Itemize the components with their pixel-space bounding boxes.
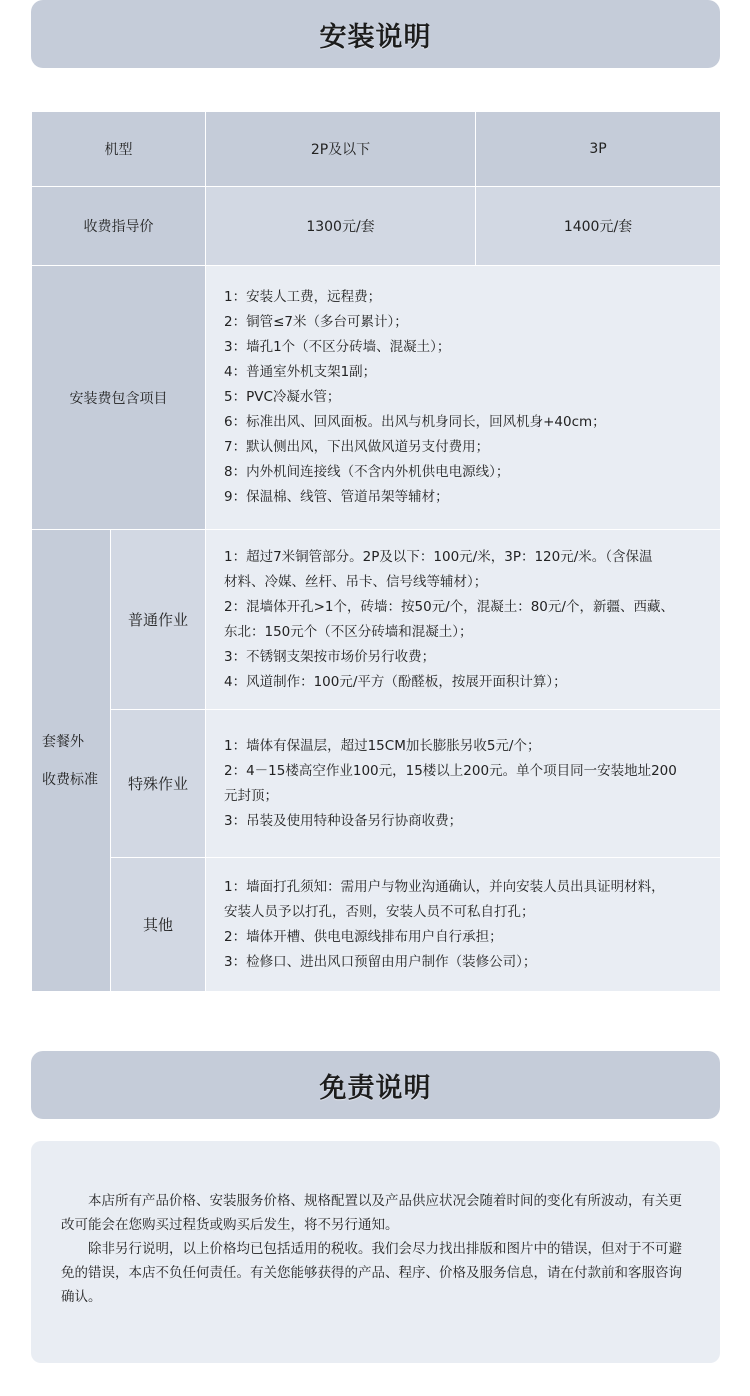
price-2p: 1300元/套 [206,187,476,266]
list-item: 元封顶； [224,787,278,804]
list-item: 2：铜管≤7米（多台可累计）； [224,314,408,330]
disclaimer-paragraph-1: 本店所有产品价格、安装服务价格、规格配置以及产品供应状况会随着时间的变化有所波动，有关更改可能会在您购买过程货或购买后发生，将不另行通知。 [61,1193,682,1233]
list-item: 1：安装人工费，远程费； [224,289,382,305]
normal-label: 普通作业 [111,530,206,710]
included-label: 安装费包含项目 [32,266,206,530]
disclaimer-title: 免责说明 [319,1072,432,1104]
list-item: 5：PVC冷凝水管； [224,389,341,405]
table-row-special [32,710,721,858]
install-title: 安装说明 [319,21,432,53]
included-list [206,266,721,530]
install-title-banner [31,0,720,68]
normal-list [206,530,721,710]
header-3p: 3P [476,112,721,187]
table-row-price [32,187,721,266]
list-item: 4：风道制作：100元/平方（酚醛板，按展开面积计算）； [224,673,567,690]
special-label: 特殊作业 [111,710,206,858]
list-item: 1：墙体有保温层，超过15CM加长膨胀另收5元/个； [224,737,541,754]
table-row-included [32,266,721,530]
list-item: 2：墙体开槽、供电电源线排布用户自行承担； [224,928,503,945]
list-item: 2：4－15楼高空作业100元，15楼以上200元。单个项目同一安装地址200 [224,762,677,779]
list-item: 3：不锈钢支架按市场价另行收费； [224,648,436,665]
list-item: 1：墙面打孔须知：需用户与物业沟通确认，并向安装人员出具证明材料， [224,878,665,895]
header-2p: 2P及以下 [206,112,476,187]
extra-label-line2: 收费标准 [42,771,98,788]
list-item: 4：普通室外机支架1副； [224,364,377,380]
list-item: 1：超过7米铜管部分。2P及以下：100元/米，3P：120元/米。（含保温 [224,548,653,565]
disclaimer-paragraph-2: 除非另行说明，以上价格均已包括适用的税收。我们会尽力找出排版和图片中的错误，但对于不可避免的错误，本店不负任何责任。有关您能够获得的产品、程序、价格及服务信息，请在付款前和客服咨询确认。 [61,1241,682,1305]
list-item: 6：标准出风、回风面板。出风与机身同长，回风机身+40cm； [224,414,606,430]
price-label: 收费指导价 [32,187,206,266]
table-row-other [32,858,721,992]
list-item: 9：保温棉、线管、管道吊架等辅材； [224,489,449,505]
price-3p: 1400元/套 [476,187,721,266]
list-item: 安装人员予以打孔，否则，安装人员不可私自打孔； [224,903,535,920]
disclaimer-title-banner [31,1051,720,1119]
extra-label [32,530,111,992]
other-list [206,858,721,992]
table-row-header [32,112,721,187]
install-fee-table [31,111,721,992]
list-item: 3：吊装及使用特种设备另行协商收费； [224,812,463,829]
disclaimer-box [31,1141,720,1363]
extra-label-line1: 套餐外 [42,733,84,750]
list-item: 7：默认侧出风，下出风做风道另支付费用； [224,439,490,455]
table-row-normal [32,530,721,710]
other-label: 其他 [111,858,206,992]
header-model: 机型 [32,112,206,187]
list-item: 东北：150元个（不区分砖墙和混凝土）； [224,623,473,640]
list-item: 2：混墙体开孔>1个，砖墙：按50元/个，混凝土：80元/个，新疆、西藏、 [224,598,674,615]
list-item: 8：内外机间连接线（不含内外机供电电源线）； [224,464,510,480]
list-item: 3：墙孔1个（不区分砖墙、混凝土）； [224,339,451,355]
list-item: 材料、冷媒、丝杆、吊卡、信号线等辅材）； [224,573,488,590]
list-item: 3：检修口、进出风口预留由用户制作（装修公司）； [224,953,537,970]
special-list [206,710,721,858]
